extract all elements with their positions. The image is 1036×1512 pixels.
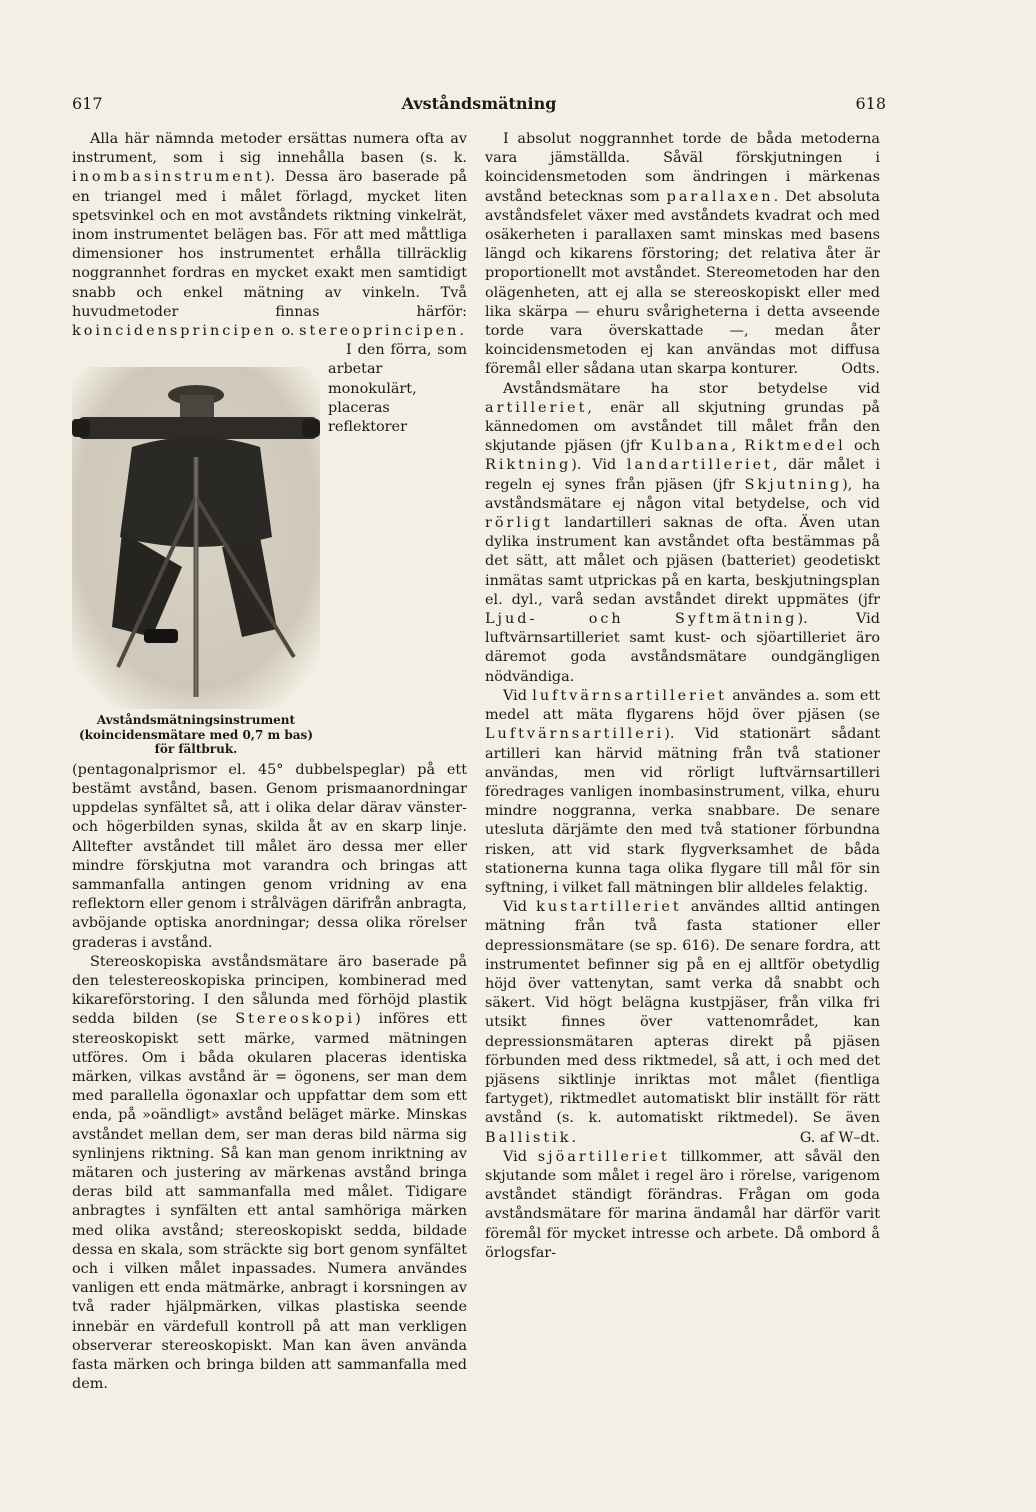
paragraph: I absolut noggrannhet torde de båda metoderna vara jämställda. Såväl förskjutningen i koincidensmetoden som ändringen i märkenas avstånd betecknas som parallaxen. Det absoluta avståndsfelet växer med avståndets kvadrat och med osäkerheten i parallaxen samt minskas med basens längd och kikarens förstoring; det relativa åter är proportionellt mot avståndet. Stereometoden har den olägenheten, att ej alla se stereoskopiskt eller med lika skärpa — ehuru svårigheterna i detta avseende torde vara överskattade —, medan åter koincidensmetoden ej kan användas mot diffusa föremål eller sådana utan skarpa konturer. Odts. — [485, 130, 880, 380]
author-signature: Odts. — [841, 361, 880, 378]
paragraph: Vid kustartilleriet användes alltid antingen mätning från två fasta stationer eller depressionsmätare (se sp. 616). De senare fordra, att instrumentet befinner sig på en ej alltför obetydlig höjd över vattenytan, samt verka då snabbt och säkert. Vid högt belägna kustpjäser, från vilka fri utsikt finnes över vattenområdet, kan depressionsmätaren apteras direkt på pjäsen förbunden med dess riktmedel, så att, i och med det pjäsens siktlinje inriktas mot målet (fientliga fartyget), riktmedlet automatiskt blir inställt för rätt avstånd (s. k. automatiskt riktmedel). Se även Ballistik. G. af W–dt. — [485, 898, 880, 1148]
author-signature: G. af W–dt. — [799, 1129, 880, 1146]
left-column — [72, 130, 467, 1394]
paragraph: Vid luftvärnsartilleriet användes a. som ett medel att mäta flygarens höjd över pjäsen (se Luftvärnsartilleri). Vid stationärt sådant artilleri kan härvid mätning från två stationer användas, men vid rörligt luftvärnsartilleri föredrages vanligen inombasinstrument, vilka, ehuru mindre noggranna, verka snabbare. De senare utesluta därjämte den med två stationer förbundna risken, att vid stark flygverksamhet de båda stationerna kunna taga olika flygare till mål för sin syftning, i vilket fall mätningen blir alldeles felaktig. — [485, 687, 881, 896]
paragraph: Stereoskopiska avståndsmätare äro baserade på den telestereoskopiska principen, kombinerad med kikareförstoring. I den sålunda med förhöjd plastik sedda bilden (se Stereoskopi) införes ett stereoskopiskt sett märke, varmed mätningen utföres. Om i båda okularen placeras identiska märken, vilkas avstånd är = ögonens, ser man dem med parallella ögonaxlar och uppfattar dem som ett enda, på »oändligt» avstånd beläget märke. Minskas avståndet mellan dem, ser man deras bild närma sig synlinjens riktning. Så kan man genom inriktning av mätaren och justering av märkenas avstånd bringa deras bild att sammanfalla med målet. Tidigare anbragtes i synfälten ett antal samhöriga märken med olika avstånd; stereoskopiskt sedda, bildade dessa en skala, som sträckte sig bort genom synfältet och i vilken målet inpassades. Numera användes vanligen ett enda mätmärke, anbragt i korsningen av två rader hjälpmärken, vilkas plastiska seende innebär en värdefull kontroll på att man verkligen observerar stereoskopiskt. Man kan även använda fasta märken och bringa bilden att sammanfalla med dem. — [72, 953, 467, 1393]
paragraph: I den förra, som arbetar monokulärt, placeras reflektorer (pentagonalprismor el. 45° dubbelspeglar) på ett bestämt avstånd, basen. Genom prismaanordningar uppdelas synfältet så, att i olika delar därav vänster- och högerbilden synas, skilda åt av en skarp linje. Alltefter avståndet till målet äro dessa mer eller mindre förskjutna mot varandra och bringas att sammanfalla antingen genom vridning av ena reflektorn eller genom i strålvägen därifrån anbragta, avböjande optiska anordningar; dessa olika rörelser graderas i avstånd. — [72, 342, 467, 951]
figure — [72, 367, 320, 757]
paragraph: Avståndsmätare ha stor betydelse vid artilleriet, enär all skjutning grundas på kännedomen om avståndet till målet från den skjutande pjäsen (jfr Kulbana, Riktmedel och Riktning). Vid landartilleriet, där målet i regeln ej synes från pjäsen (jfr Skjutning), ha avståndsmätare ej någon vital betydelse, och vid rörligt landartilleri saknas de ofta. Även utan dylika instrument kan avståndet ofta bestämmas på det sätt, att målet och pjäsen (batteriet) geodetiskt inmätas samt utprickas på en karta, beskjutningsplan el. dyl., varå sedan avståndet direkt uppmätes (jfr Ljud- och Syftmätning). Vid luftvärnsartilleriet samt kust- och sjöartilleriet äro däremot goda avståndsmätare oundgängligen nödvändiga. — [485, 380, 881, 685]
page-number-left: 617 — [72, 94, 103, 113]
page-number-right: 618 — [855, 94, 886, 113]
figure-caption: Avståndsmätningsinstrument (koincidensmätare med 0,7 m bas) för fältbruk. — [78, 713, 313, 757]
rangefinder-photo — [72, 367, 320, 709]
right-column — [485, 130, 880, 1263]
running-title: Avståndsmätning — [401, 94, 557, 113]
paragraph: Vid sjöartilleriet tillkommer, att såväl den skjutande som målet i regel äro i rörelse, varigenom avståndet ständigt förändras. Frågan om goda avståndsmätare för marina ändamål har därför varit föremål för mycket intresse och arbete. Då ombord å örlogsfar- — [485, 1148, 881, 1261]
soldier-rangefinder-illustration — [72, 367, 320, 709]
page-header — [72, 94, 886, 120]
paragraph: Alla här nämnda metoder ersättas numera ofta av instrument, som i sig innehålla basen (s. k. inombasinstrument). Dessa äro baserade på en triangel med i målet förlagd, mycket liten spetsvinkel och en mot avståndets riktning vinkelrät, inom instrumentet belägen bas. För att med måttliga dimensioner hos instrumentet erhålla tillräcklig noggrannhet fordras en mycket exakt men samtidigt snabb och enkel mätning av vinkeln. Två huvudmetoder finnas härför: koincidensprincipen o. stereoprincipen. — [72, 131, 467, 340]
